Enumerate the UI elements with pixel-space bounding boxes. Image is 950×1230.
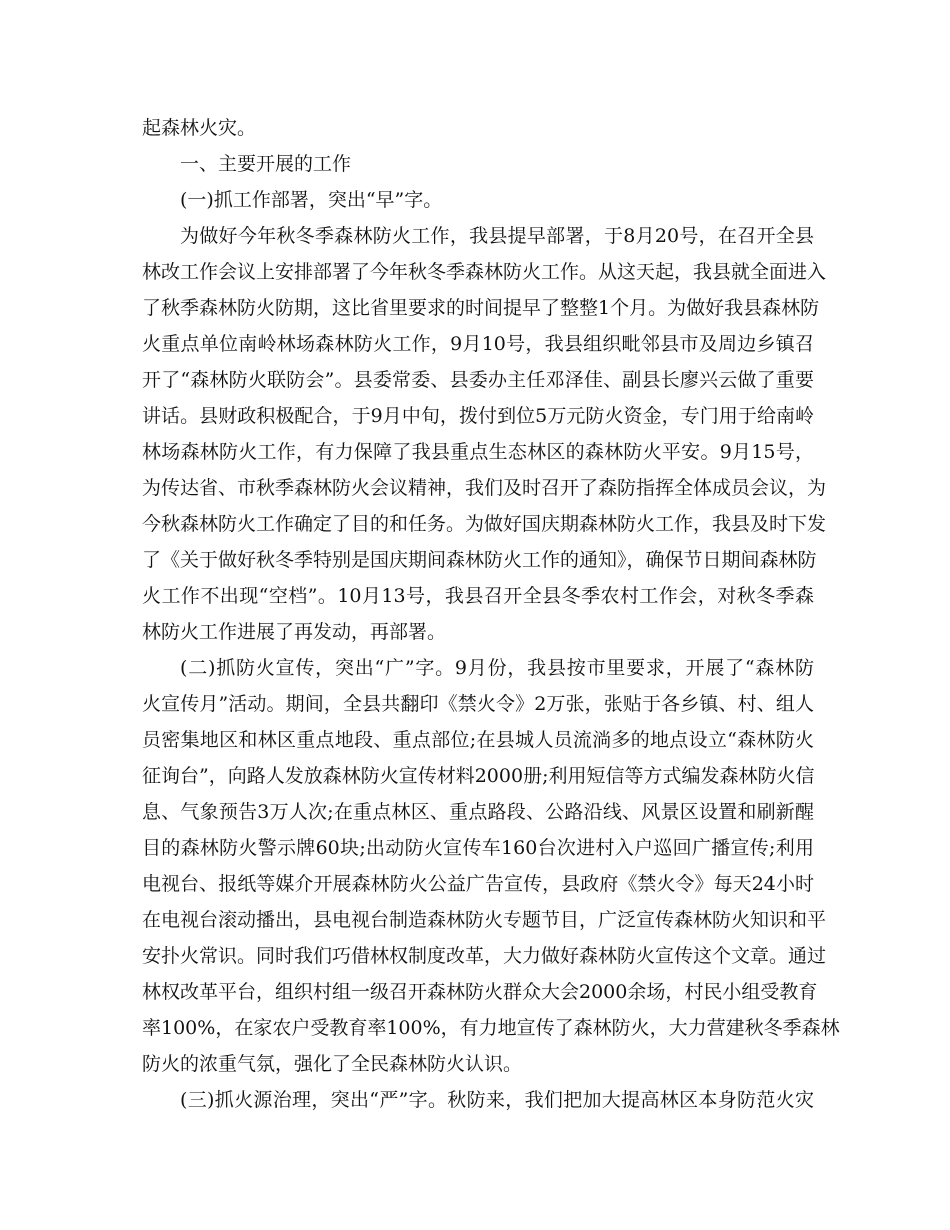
paragraph-line: 为传达省、市秋季森林防火会议精神，我们及时召开了森防指挥全体成员会议，为 <box>142 477 827 499</box>
paragraph-line: 林防火工作进展了再发动，再部署。 <box>142 621 447 643</box>
paragraph-line: 在电视台滚动播出，县电视台制造森林防火专题节目，广泛宣传森林防火知识和平 <box>142 909 827 931</box>
paragraph-line: 火宣传月”活动。期间，全县共翻印《禁火令》2万张，张贴于各乡镇、村、组人 <box>142 693 814 715</box>
paragraph-line: 今秋森林防火工作确定了目的和任务。为做好国庆期森林防火工作，我县及时下发 <box>142 513 827 535</box>
paragraph-line: 了《关于做好秋冬季特别是国庆期间森林防火工作的通知》，确保节日期间森林防 <box>142 549 817 571</box>
paragraph-line: 率100%，在家农户受教育率100%，有力地宣传了森林防火，大力营建秋冬季森林 <box>142 1017 840 1039</box>
paragraph-line: 开了“森林防火联防会”。县委常委、县委办主任邓泽佳、副县长廖兴云做了重要 <box>142 369 814 391</box>
subsection-heading: (一)抓工作部署，突出“早”字。 <box>180 189 443 211</box>
section-heading: 一、主要开展的工作 <box>180 153 352 175</box>
paragraph-line: 林改工作会议上安排部署了今年秋冬季森林防火工作。从这天起，我县就全面进入 <box>142 261 827 283</box>
subsection-heading: (三)抓火源治理，突出“严”字。秋防来，我们把加大提高林区本身防范火灾 <box>180 1089 814 1111</box>
paragraph-line: 息、气象预告3万人次;在重点林区、重点路段、公路沿线、风景区设置和刷新醒 <box>142 801 814 823</box>
paragraph-line: 林场森林防火工作，有力保障了我县重点生态林区的森林防火平安。9月15号， <box>142 441 814 463</box>
subsection-heading: (二)抓防火宣传，突出“广”字。9月份，我县按市里要求，开展了“森林防 <box>180 657 814 679</box>
paragraph-line: 火重点单位南岭林场森林防火工作，9月10号，我县组织毗邻县市及周边乡镇召 <box>142 333 814 355</box>
paragraph-line: 林权改革平台，组织村组一级召开森林防火群众大会2000余场，村民小组受教育 <box>142 981 818 1003</box>
paragraph-line: 员密集地区和林区重点地段、重点部位;在县城人员流淌多的地点设立“森林防火 <box>142 729 814 751</box>
paragraph-line: 防火的浓重气氛，强化了全民森林防火认识。 <box>142 1053 523 1075</box>
paragraph-line: 起森林火灾。 <box>142 117 257 139</box>
paragraph-line: 电视台、报纸等媒介开展森林防火公益广告宣传，县政府《禁火令》每天24小时 <box>142 873 814 895</box>
paragraph-line: 火工作不出现“空档”。10月13号，我县召开全县冬季农村工作会，对秋冬季森 <box>142 585 814 607</box>
paragraph-line: 安扑火常识。同时我们巧借林权制度改革，大力做好森林防火宣传这个文章。通过 <box>142 945 827 967</box>
paragraph-line: 征询台”，向路人发放森林防火宣传材料2000册;利用短信等方式编发森林防火信 <box>142 765 815 787</box>
paragraph-line: 讲话。县财政积极配合，于9月中旬，拨付到位5万元防火资金，专门用于给南岭 <box>142 405 814 427</box>
paragraph-line: 目的森林防火警示牌60块;出动防火宣传车160台次进村入户巡回广播宣传;利用 <box>142 837 814 859</box>
paragraph-line: 了秋季森林防火防期，这比省里要求的时间提早了整整1个月。为做好我县森林防 <box>142 297 820 319</box>
paragraph-line: 为做好今年秋冬季森林防火工作，我县提早部署，于8月20号，在召开全县 <box>180 225 814 247</box>
